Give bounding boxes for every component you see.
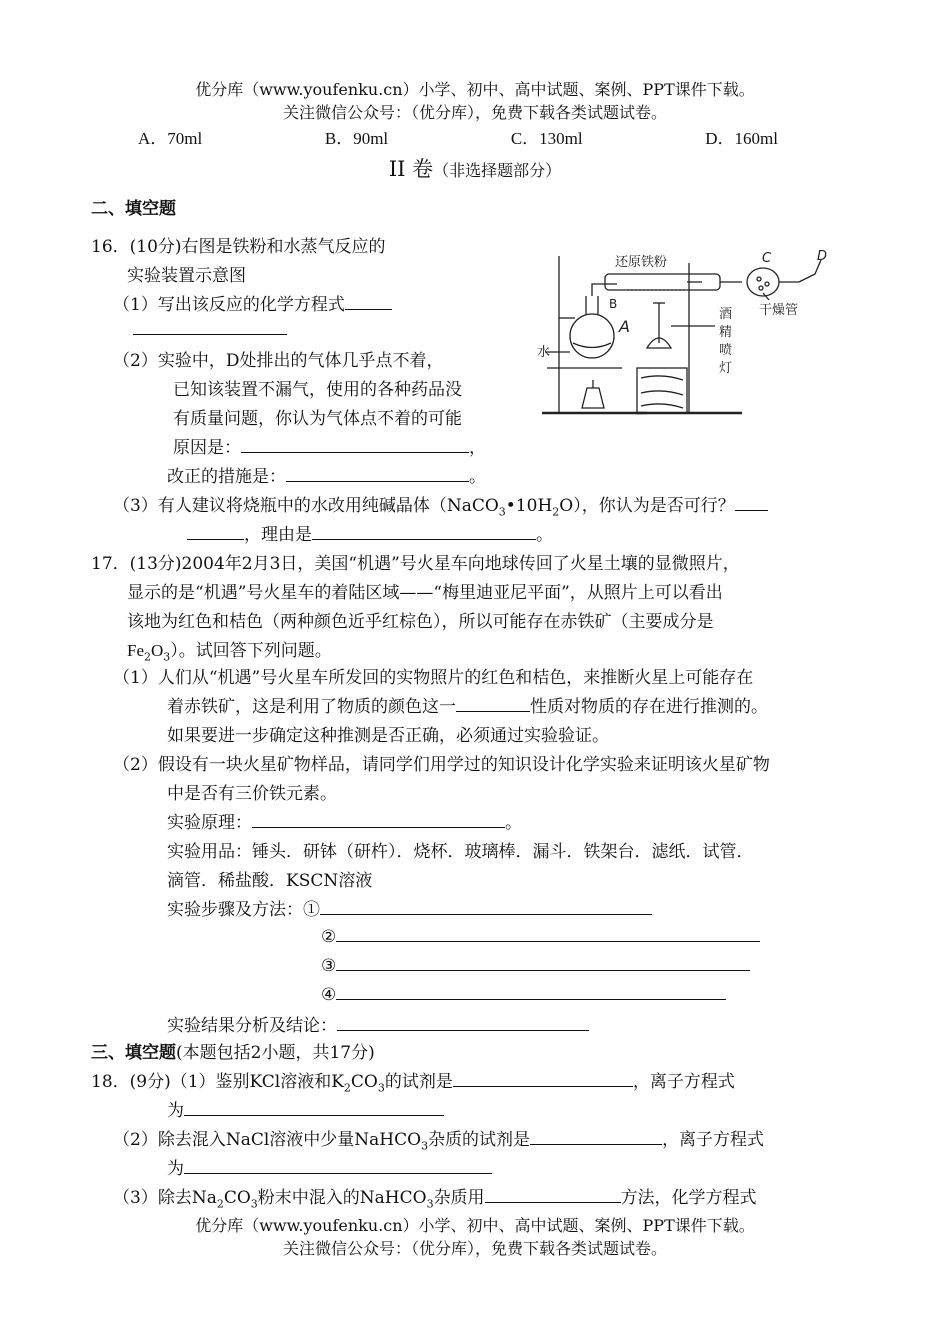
alcohol-lamp — [582, 388, 604, 408]
answer-blank[interactable] — [336, 982, 726, 1000]
q16-sub-2d — [173, 433, 486, 458]
q17-principle — [167, 808, 522, 833]
header-line-1: 优分库（www.youfenku.cn）小学、初中、高中试题、案例、PPT课件下载。 — [195, 80, 755, 99]
answer-blank[interactable] — [345, 292, 392, 310]
q16-sub-3a-end: O），你认为是否可行？ — [559, 496, 735, 516]
q17-p2-a: （2）假设有一块火星矿物样品，请同学们用学过的知识设计化学实验来证明该火星矿物 — [113, 755, 770, 775]
q17-conclusion — [167, 1011, 589, 1036]
drying-tube-c — [747, 268, 779, 296]
option-b: B．90ml — [324, 129, 389, 148]
q16-sub-2d-end: ， — [469, 438, 486, 458]
q17-principle-text: 实验原理： — [167, 813, 252, 833]
part2-title: 二、填空题 — [91, 199, 176, 219]
q18-l3s2: 3 — [250, 1197, 258, 1211]
reaction-tube — [605, 274, 720, 290]
answer-blank[interactable] — [530, 1127, 662, 1145]
q18-l3b: CO — [223, 1188, 251, 1208]
q16-sub-3a — [113, 491, 768, 518]
q18-l3s3: 3 — [426, 1197, 434, 1211]
part3-note: (本题包括2小题，共17分) — [176, 1043, 375, 1063]
q17-fe-sub: 2 — [144, 650, 151, 664]
q18-l1s2: 3 — [377, 1081, 385, 1095]
q17-steps-text: 实验步骤及方法：① — [167, 900, 320, 920]
label-water: 水 — [537, 345, 551, 360]
q18-line-2b — [167, 1154, 492, 1179]
q16-sub-3a-mid: •10H — [505, 496, 553, 516]
q16-sub-3a-sub: 3 — [498, 505, 506, 519]
q18-l1s1: 2 — [343, 1081, 351, 1095]
label-reduced-iron: 还原铁粉 — [615, 255, 668, 270]
q16-sub-2d-text: 原因是： — [173, 438, 241, 458]
q16-line-1: 16．(10分)右图是铁粉和水蒸气反应的 — [91, 237, 386, 257]
q17-p1-a: （1）人们从“机遇”号火星车所发回的实物照片的红色和桔色，来推断火星上可能存在 — [113, 668, 754, 688]
q16-sub-2b: 已知该装置不漏气，使用的各种药品没 — [173, 380, 462, 400]
section-title — [0, 153, 950, 183]
option-c: C．130ml — [510, 129, 583, 148]
answer-blank[interactable] — [312, 522, 536, 540]
q17-step-1 — [167, 895, 652, 920]
q18-l2s: 3 — [421, 1139, 429, 1153]
q16-sub-2e — [167, 462, 486, 487]
q17-step-2-num: ② — [321, 927, 337, 947]
header-line-2: 关注微信公众号：（优分库），免费下载各类试题试卷。 — [282, 103, 667, 122]
q17-o-sub: 3 — [163, 650, 171, 664]
part3-title: 三、填空题 — [91, 1043, 176, 1063]
drying-granule — [765, 282, 769, 286]
q17-p1-c: 如果要进一步确定这种推测是否正确，必须通过实验验证。 — [167, 726, 609, 746]
wood-grain — [641, 376, 683, 408]
q16-sub-3a-text: （3）有人建议将烧瓶中的水改用纯碱晶体（NaCO — [113, 496, 499, 516]
label-lamp-4: 灯 — [719, 361, 733, 376]
answer-options — [138, 124, 778, 149]
label-b: B — [609, 297, 618, 311]
q17-p1-b-end: 性质对物质的存在进行推测的。 — [530, 697, 768, 717]
q18-l1e: 为 — [167, 1101, 184, 1121]
q16-line-2: 实验装置示意图 — [127, 266, 246, 286]
q17-step-4-num: ④ — [321, 985, 337, 1005]
q18-l1b: CO — [350, 1072, 378, 1092]
q17-step-4 — [321, 982, 726, 1005]
answer-blank[interactable] — [485, 1185, 621, 1203]
section-title-main: II 卷 — [388, 157, 434, 181]
label-drying-tube: 干燥管 — [759, 303, 799, 318]
q18-line-1 — [91, 1067, 735, 1094]
q18-line-1b — [167, 1096, 444, 1121]
q18-l2c: ，离子方程式 — [662, 1130, 765, 1150]
answer-blank[interactable] — [453, 1069, 633, 1087]
q17-conclusion-text: 实验结果分析及结论： — [167, 1016, 337, 1036]
flask-a — [570, 314, 614, 358]
option-a: A．70ml — [138, 129, 203, 148]
q18-l3e: 方法，化学方程式 — [620, 1188, 757, 1208]
answer-blank[interactable] — [337, 1013, 589, 1031]
q17-step-3-num: ③ — [321, 956, 337, 976]
answer-blank[interactable] — [336, 953, 750, 971]
q18-l2b: 杂质的试剂是 — [428, 1130, 531, 1150]
answer-blank[interactable] — [320, 897, 652, 915]
label-lamp-2: 精 — [719, 325, 733, 340]
q18-line-3 — [113, 1183, 757, 1210]
label-lamp-1: 酒 — [719, 307, 733, 322]
footer-line-1: 优分库（www.youfenku.cn）小学、初中、高中试题、案例、PPT课件下载。 — [195, 1216, 755, 1235]
q17-step-3 — [321, 953, 750, 976]
answer-blank[interactable] — [735, 493, 768, 511]
q18-l3a: （3）除去Na — [113, 1188, 217, 1208]
section-title-sub: （非选择题部分） — [433, 161, 562, 180]
q17-step-2 — [321, 924, 760, 947]
answer-blank[interactable] — [241, 435, 469, 453]
q17-p2-b: 中是否有三价铁元素。 — [167, 784, 337, 804]
q18-l2a: （2）除去混入NaCl溶液中少量NaHCO — [113, 1130, 422, 1150]
answer-blank[interactable] — [184, 1098, 444, 1116]
q18-l3c: 粉末中混入的NaHCO — [257, 1188, 427, 1208]
q18-line-2 — [113, 1125, 764, 1152]
q16-sub-1-text: （1）写出该反应的化学方程式 — [113, 295, 345, 315]
q16-sub-2e-end: 。 — [469, 467, 486, 487]
q17-o: O — [151, 641, 164, 660]
q17-line-4-end: ）。试回答下列问题。 — [170, 641, 332, 661]
answer-blank[interactable] — [184, 1156, 492, 1174]
q17-line-2: 显示的是“机遇”号火星车的着陆区域——“梅里迪亚尼平面”，从照片上可以看出 — [127, 583, 723, 603]
q18-l1c: 的试剂是 — [384, 1072, 453, 1092]
q16-sub-2c: 有质量问题，你认为气体点不着的可能 — [173, 409, 462, 429]
flask-water-level — [573, 343, 611, 348]
q17-p1-b-text: 着赤铁矿，这是利用了物质的颜色这一 — [167, 697, 456, 717]
answer-blank[interactable] — [187, 522, 244, 540]
answer-blank[interactable] — [286, 464, 469, 482]
q16-sub-1 — [113, 290, 392, 315]
q18-l1a: 18．(9分)（1）鉴别KCl溶液和K — [91, 1072, 344, 1092]
drying-granule — [759, 286, 763, 290]
q18-l1d: ，离子方程式 — [632, 1072, 735, 1092]
label-a: A — [619, 317, 630, 336]
q17-line-3: 该地为红色和桔色（两种颜色近乎红棕色），所以可能存在赤铁矿（主要成分是 — [127, 612, 714, 632]
q17-line-4 — [127, 636, 332, 663]
option-d: D．160ml — [705, 129, 778, 148]
apparatus-diagram — [537, 248, 839, 420]
q16-sub-1-blank-line — [133, 317, 287, 340]
label-c: C — [762, 251, 772, 266]
drying-granule — [757, 277, 761, 281]
q17-p1-b — [167, 692, 768, 717]
footer-line-2: 关注微信公众号：（优分库），免费下载各类试题试卷。 — [282, 1239, 667, 1258]
q16-sub-3a-sub2: 2 — [552, 505, 560, 519]
answer-blank[interactable] — [133, 317, 287, 335]
q18-l2d: 为 — [167, 1159, 184, 1179]
q17-materials-2: 滴管．稀盐酸．KSCN溶液 — [167, 871, 373, 891]
q17-line-1: 17．(13分)2004年2月3日，美国“机遇”号火星车向地球传回了火星土壤的显微照片， — [91, 554, 740, 574]
q17-principle-end: 。 — [505, 813, 522, 833]
part3-heading — [91, 1038, 375, 1063]
answer-blank[interactable] — [456, 694, 530, 712]
q16-sub-2e-text: 改正的措施是： — [167, 467, 286, 487]
q16-sub-2a: （2）实验中，D处排出的气体几乎点不着， — [113, 351, 444, 371]
q16-sub-3b — [187, 520, 553, 545]
answer-blank[interactable] — [336, 924, 760, 942]
q16-sub-3b-end: 。 — [536, 525, 553, 545]
answer-blank[interactable] — [252, 810, 505, 828]
label-d: D — [817, 249, 828, 264]
q18-l3d: 杂质用 — [433, 1188, 485, 1208]
label-lamp-3: 喷 — [719, 343, 733, 358]
q17-materials-1: 实验用品：锤头．研钵（研杵）．烧杯．玻璃棒．漏斗．铁架台．滤纸．试管． — [167, 842, 754, 862]
q17-fe: Fe — [127, 641, 144, 660]
q18-l3s1: 2 — [216, 1197, 224, 1211]
q16-sub-3b-text: ，理由是 — [244, 525, 312, 545]
